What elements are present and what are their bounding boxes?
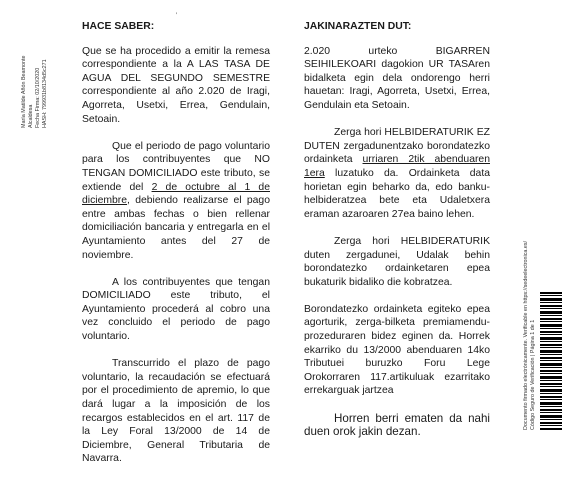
signer-name: María Matilde Añón Beamonte — [21, 55, 27, 128]
paragraph-remesa: Que se ha procedido a emitir la remesa correspondiente a la A LAS TASA DE AGUA DEL SEGUNDO SEMESTRE correspondiente al año 2.020 de Iragi, Agorreta, Usetxi, Errea, Gendulain, Setoain. — [82, 45, 270, 125]
paragraph-apremio: Transcurrido el plazo de pago voluntario, la recaudación se efectuará por el procedimiento de apremio, lo que dará lugar a la imposición de los recargos establecidos en el art. 117 de la Ley Foral 13/2000 de 14 de Diciembre, General Tributaria de Navarra. — [82, 358, 270, 465]
signature-hash: HASH: 799931b8134d5c271 — [42, 59, 48, 128]
signature-date: Fecha Firma: 02/10/2020 — [35, 67, 41, 128]
paragraph-berri: Horren berri ematen da nahi duen orok jakin dezan. — [304, 411, 490, 439]
signature-block — [15, 55, 77, 128]
verification-line-1: Documento firmado electrónicamente. Verificable en https://sedeelectronica.es/ — [523, 240, 529, 430]
paragraph-bidalketa: 2.020 urteko BIGARREN SEIHILEKOARI dagokion UR TASAren bidalketa egin dela ondorengo herri hauetan: Iragi, Agorreta, Usetxi, Errea, Gendulain eta Setoain. — [304, 45, 490, 111]
paragraph-premiamendu: Borondatezko ordainketa egiteko epea agorturik, zerga-bilketa premiamendu-prozeduraren bidez eginen da. Horrek ekarriko du 13/2000 abenduaren 14ko Tributuei buruzko Foru Lege Orokorraren 117.artikuluak ezarritako errekarguak jartzea — [304, 303, 490, 397]
heading-jakinarazten: JAKINARAZTEN DUT: — [304, 21, 412, 32]
paragraph-periodo-pago: Que el periodo de pago voluntario para los contribuyentes que NO TENGAN DOMICILIADO este tributo, se extiende del 2 de octubre al 1 de diciembre, debiendo realizarse el pago entre ambas fechas o bien rellenar domiciliación bancaria y entregarla en el Ayuntamiento antes del 27 de noviembre. — [82, 140, 270, 261]
paragraph-ordainketa: Zerga hori HELBIDERATURIK EZ DUTEN zergadunentzako borondatezko ordainketa urriaren 2tik abenduaren 1era luzatuko da. Ordainketa data horietan egin beharko da, edo banku-helbideratzea bete eta Udaletxera eraman azaroaren 27ea baino lehen. — [304, 127, 490, 220]
paragraph-domiciliado: A los contribuyentes que tengan DOMICILIADO este tributo, el Ayuntamiento procederá al cobro una vez concluido el periodo de pago voluntario. — [82, 276, 270, 343]
tick-mark: ′ — [176, 13, 178, 19]
paragraph-helbideraturik: Zerga hori HELBIDERATURIK duten zergadunei, Udalak behin borondatezko ordainketaren epea bukaturik bidaliko die kobratzea. — [304, 235, 490, 288]
barcode-image — [540, 292, 562, 430]
dates-underlined: 2 de octubre al 1 de diciembre — [82, 181, 270, 207]
signer-role: Alcaldesa — [28, 104, 34, 128]
basque-column — [304, 20, 490, 452]
dates-underlined-eu: urriaren 2tik abenduaren 1era — [304, 154, 490, 179]
heading-hace-saber: HACE SABER: — [82, 21, 155, 32]
spanish-column — [82, 20, 270, 480]
verification-line-2: Código Seguro de Verificación | Página 1 de 1 — [530, 319, 536, 430]
